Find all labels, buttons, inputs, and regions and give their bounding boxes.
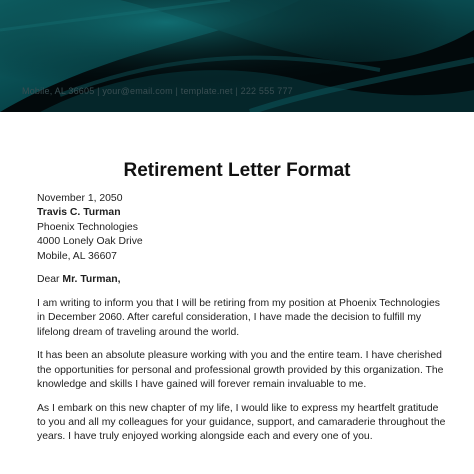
letter-title: Retirement Letter Format [123, 160, 351, 181]
recipient-street: 4000 Lonely Oak Drive [37, 236, 143, 248]
salutation-prefix: Dear [37, 274, 63, 286]
letter-date: November 1, 2050 [37, 193, 123, 204]
letter-body [37, 192, 447, 445]
sender-contact-line: Mobile, AL 36605 | your@email.com | template.net | 222 555 777 [22, 86, 293, 96]
paragraph-appreciation: It has been an absolute pleasure working with you and the entire team. I have cherished the opportunities for personal and professional growth provided by this organization. The knowledge and skills I have gained will forever remain invaluable to me. [37, 350, 444, 391]
recipient-name: Travis C. Turman [37, 207, 121, 219]
salutation-name: Mr. Turman, [62, 274, 121, 286]
paragraph-gratitude: As I embark on this new chapter of my life, I would like to express my heartfelt gratitude to you and all my colleagues for your guidance, support, and camaraderie throughout the years. I have truly enjoyed working alongside each and every one of you. [37, 402, 446, 443]
recipient-company: Phoenix Technologies [37, 221, 138, 233]
header-banner [0, 0, 474, 112]
salutation [37, 273, 447, 287]
recipient-city: Mobile, AL 36607 [37, 250, 117, 262]
paragraph-retirement-notice: I am writing to inform you that I will be retiring from my position at Phoenix Technologies in December 2060. After careful consideration, I have made the decision to fulfill my lifelong dream of traveling around the world. [37, 297, 440, 338]
